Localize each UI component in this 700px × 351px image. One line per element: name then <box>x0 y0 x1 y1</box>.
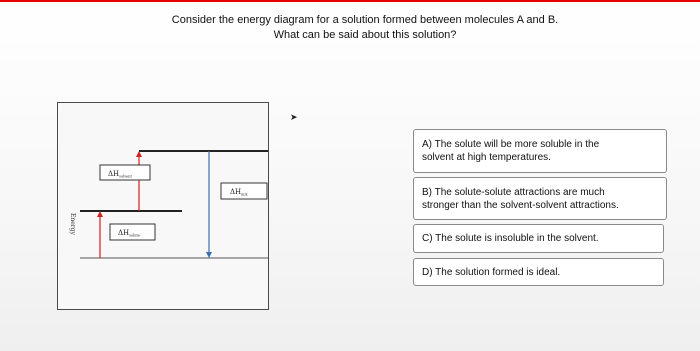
answer-d-text: D) The solution formed is ideal. <box>422 266 561 278</box>
answer-option-b[interactable] <box>413 177 667 220</box>
top-accent-bar <box>0 0 700 2</box>
energy-diagram-svg <box>58 103 270 311</box>
mouse-cursor-icon: ➤ <box>290 112 298 122</box>
question-line-2: What can be said about this solution? <box>273 29 457 41</box>
mix-arrowhead <box>206 252 212 258</box>
answer-b-line-1: B) The solute-solute attractions are much <box>422 186 605 198</box>
mix-label: $\Delta H_{mix}$ <box>230 188 248 197</box>
question-line-1: Consider the energy diagram for a solution formed between molecules A and B. <box>171 14 559 26</box>
solvent-label: $\Delta H_{solvent}$ <box>108 170 132 179</box>
question-text <box>120 13 610 43</box>
answer-a-line-2: solvent at high temperatures. <box>422 152 551 163</box>
answer-b-line-2: stronger than the solvent-solvent attractions. <box>422 199 619 211</box>
solute-label-box <box>110 224 155 240</box>
answer-option-c[interactable] <box>413 224 664 253</box>
energy-diagram <box>57 102 269 310</box>
answer-option-a[interactable] <box>413 129 667 173</box>
answer-c-text: C) The solute is insoluble in the solvent. <box>422 233 599 244</box>
energy-axis-label: Energy <box>69 213 76 235</box>
solute-label: $\Delta H_{solute}$ <box>118 229 140 238</box>
mix-label-box <box>221 183 267 199</box>
answer-a-line-1: A) The solute will be more soluble in the <box>422 139 600 150</box>
answer-option-d[interactable] <box>413 258 664 286</box>
